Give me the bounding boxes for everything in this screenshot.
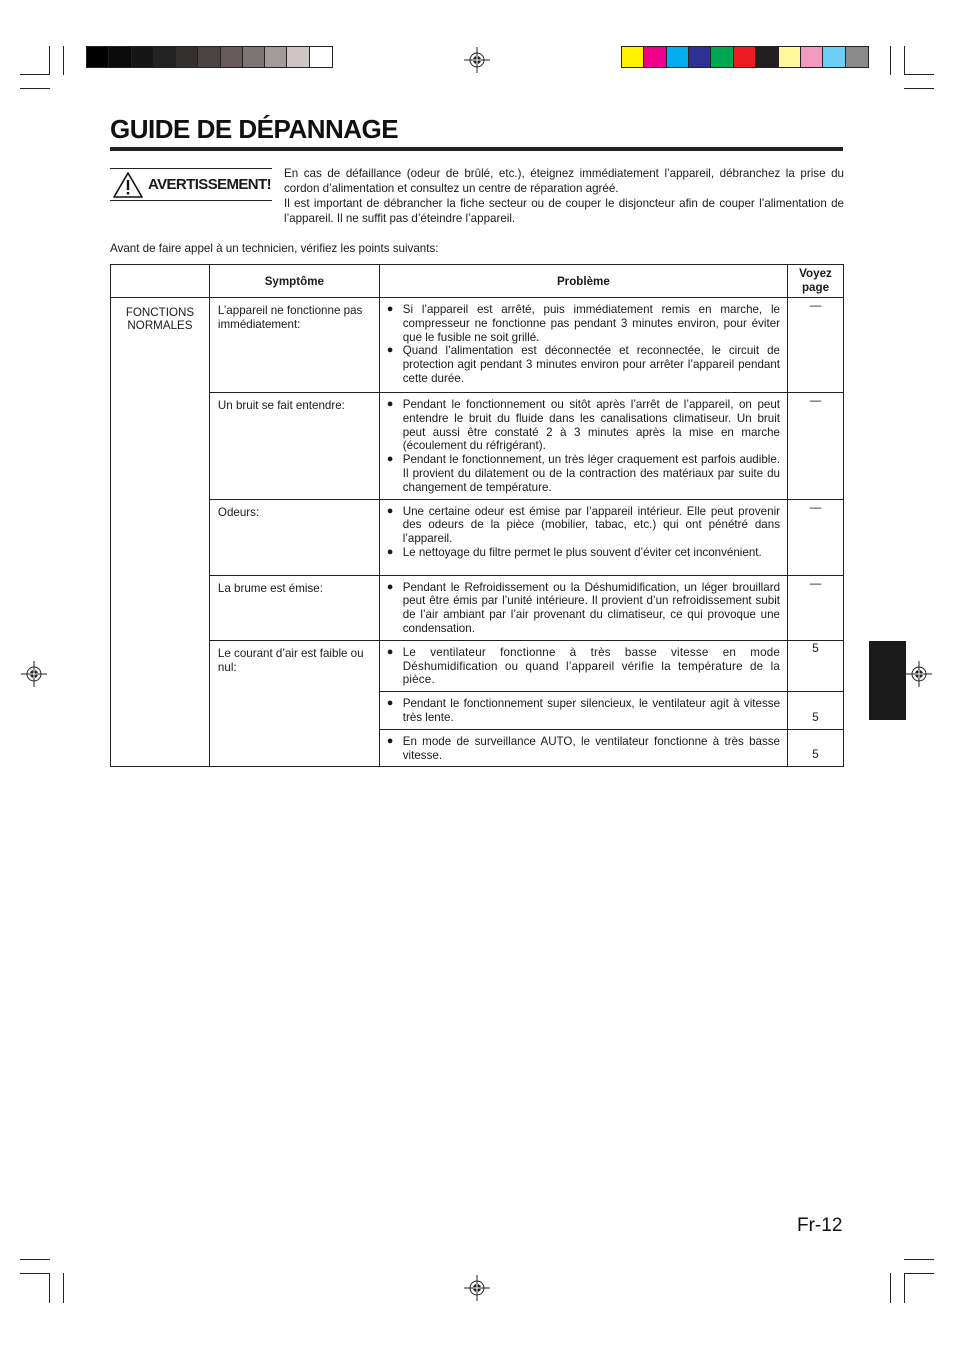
warning-paragraph: Il est important de débrancher la fiche secteur ou de couper le disjoncteur afin de couper l’alimentation de l’appareil. Il ne suffit pas d’éteindre l’appareil.: [284, 197, 844, 225]
color-swatch: [756, 47, 778, 67]
list-item: [387, 697, 780, 725]
color-swatch: [846, 47, 868, 67]
registration-target-icon: [906, 661, 932, 687]
header-page: [788, 265, 844, 298]
color-swatch: [87, 47, 109, 67]
category-line1: FONCTIONS: [125, 306, 195, 319]
problem-text: Pendant le fonctionnement super silencieux, le ventilateur agit à vitesse très lente.: [402, 697, 781, 724]
bullet-icon: ●: [386, 344, 394, 357]
problem-text: Quand l’alimentation est déconnectée et reconnectée, le circuit de protection agit pendant 3 minutes environ pour arrêter l’appareil pendant cette durée.: [402, 344, 781, 385]
bullet-icon: ●: [386, 453, 394, 466]
color-swatch: [243, 47, 265, 67]
symptom-cell: Un bruit se fait entendre:: [209, 393, 379, 500]
problem-cell: [379, 640, 787, 691]
color-swatch: [711, 47, 733, 67]
warning-label: AVERTISSEMENT!: [148, 176, 271, 193]
page-cell: —: [788, 393, 844, 500]
color-swatch: [734, 47, 756, 67]
registration-target-icon: [21, 661, 47, 687]
problem-text: Pendant le fonctionnement ou sitôt après l’arrêt de l’appareil, on peut entendre le bruit du fluide dans les canalisations climatiseur. Un bruit peut aussi être constaté 2 à 3 minutes après la mise en marche (écoulement du réfrigérant).: [402, 398, 781, 453]
page-cell: —: [788, 298, 844, 393]
category-cell: [111, 298, 210, 767]
color-swatch: [689, 47, 711, 67]
color-swatch: [310, 47, 332, 67]
color-swatch: [109, 47, 131, 67]
list-item: [387, 735, 780, 763]
color-swatch: [779, 47, 801, 67]
table-row: [111, 640, 844, 691]
list-item: [387, 505, 780, 546]
color-swatch: [132, 47, 154, 67]
problem-text: En mode de surveillance AUTO, le ventilateur fonctionne à très basse vitesse.: [402, 734, 781, 762]
problem-cell: [379, 729, 787, 767]
problem-cell: [379, 298, 787, 393]
bullet-icon: ●: [386, 545, 394, 558]
problem-text: Pendant le Refroidissement ou la Déshumidification, un léger brouillard peut être émis par l’unité intérieure. Il provient d’un refroidissement subit de l’air ambiant par l’air provenant du climatiseur, ce qui provoque une condensation.: [402, 580, 781, 635]
category-line2: NORMALES: [127, 319, 193, 332]
list-item: [387, 581, 780, 636]
color-swatch: [176, 47, 198, 67]
color-swatch: [154, 47, 176, 67]
symptom-cell: Odeurs:: [209, 499, 379, 575]
color-swatch: [823, 47, 845, 67]
page-cell: 5: [788, 640, 844, 691]
header-symptom: Symptôme: [209, 265, 379, 298]
page-cell: —: [788, 575, 844, 640]
warning-box: [110, 168, 272, 201]
warning-triangle-icon: [113, 172, 143, 198]
color-swatch: [221, 47, 243, 67]
problem-cell: [379, 692, 787, 730]
bullet-icon: ●: [386, 303, 394, 315]
color-swatch: [622, 47, 644, 67]
table-row: [111, 575, 844, 640]
list-item: [387, 344, 780, 385]
page-cell: —: [788, 499, 844, 575]
color-swatch: [644, 47, 666, 67]
registration-target-icon: [464, 1275, 490, 1301]
bullet-icon: ●: [386, 398, 394, 410]
list-item: [387, 398, 780, 453]
problem-cell: [379, 499, 787, 575]
page-number: Fr-12: [797, 1215, 843, 1236]
list-item: [387, 303, 780, 344]
problem-text: Le ventilateur fonctionne à très basse vitesse en mode Déshumidification ou quand l’appareil vérifie la température de la pièce.: [402, 645, 781, 687]
table-row: [111, 298, 844, 393]
problem-text: Une certaine odeur est émise par l’appareil intérieur. Elle peut provenir des odeurs de la pièce (mobilier, tabac, etc.) qui ont pénétré dans l’appareil.: [402, 504, 781, 546]
intro-text: Avant de faire appel à un technicien, vérifiez les points suivants:: [110, 242, 439, 255]
header-page-line2: page: [801, 281, 830, 294]
problem-cell: [379, 575, 787, 640]
warning-paragraph: En cas de défaillance (odeur de brûlé, etc.), éteignez immédiatement l’appareil, débranchez la prise du cordon d’alimentation et consultez un centre de réparation agréé.: [284, 167, 844, 195]
bullet-icon: ●: [386, 697, 394, 710]
section-tab: [869, 641, 906, 720]
color-swatch: [801, 47, 823, 67]
page-cell: 5: [788, 729, 844, 767]
troubleshooting-table: [110, 264, 844, 767]
symptom-cell: L’appareil ne fonctionne pas immédiatement:: [209, 298, 379, 393]
symptom-cell: Le courant d’air est faible ou nul:: [209, 640, 379, 767]
table-header-row: [111, 265, 844, 298]
header-category: [111, 265, 210, 298]
page-title: GUIDE DE DÉPANNAGE: [110, 114, 399, 144]
list-item: [387, 646, 780, 687]
bullet-icon: ●: [386, 734, 394, 747]
table-row: [111, 499, 844, 575]
color-swatch: [265, 47, 287, 67]
problem-text: Si l’appareil est arrêté, puis immédiatement remis en marche, le compresseur ne fonctionne pas pendant 3 minutes environ, pour éviter que le fusible ne soit grillé.: [402, 303, 781, 344]
grayscale-calibration-bar: [86, 46, 333, 68]
registration-target-icon: [464, 47, 490, 73]
color-swatch: [667, 47, 689, 67]
bullet-icon: ●: [386, 645, 394, 658]
list-item: [387, 453, 780, 494]
color-swatch: [198, 47, 220, 67]
problem-text: Le nettoyage du filtre permet le plus souvent d’éviter cet inconvénient.: [402, 545, 762, 559]
page-cell: 5: [788, 692, 844, 730]
symptom-cell: La brume est émise:: [209, 575, 379, 640]
problem-text: Pendant le fonctionnement, un très léger craquement est parfois audible. Il provient du dilatement ou de la contraction des matériaux par suite du changement de température.: [402, 453, 781, 494]
bullet-icon: ●: [386, 580, 394, 593]
table-row: [111, 393, 844, 500]
warning-text: [284, 166, 844, 226]
problem-cell: [379, 393, 787, 500]
header-page-line1: Voyez: [799, 267, 832, 280]
title-rule: [110, 147, 843, 151]
list-item: [387, 546, 780, 560]
bullet-icon: ●: [386, 504, 394, 517]
color-calibration-bar: [621, 46, 869, 68]
header-problem: Problème: [379, 265, 787, 298]
color-swatch: [287, 47, 309, 67]
